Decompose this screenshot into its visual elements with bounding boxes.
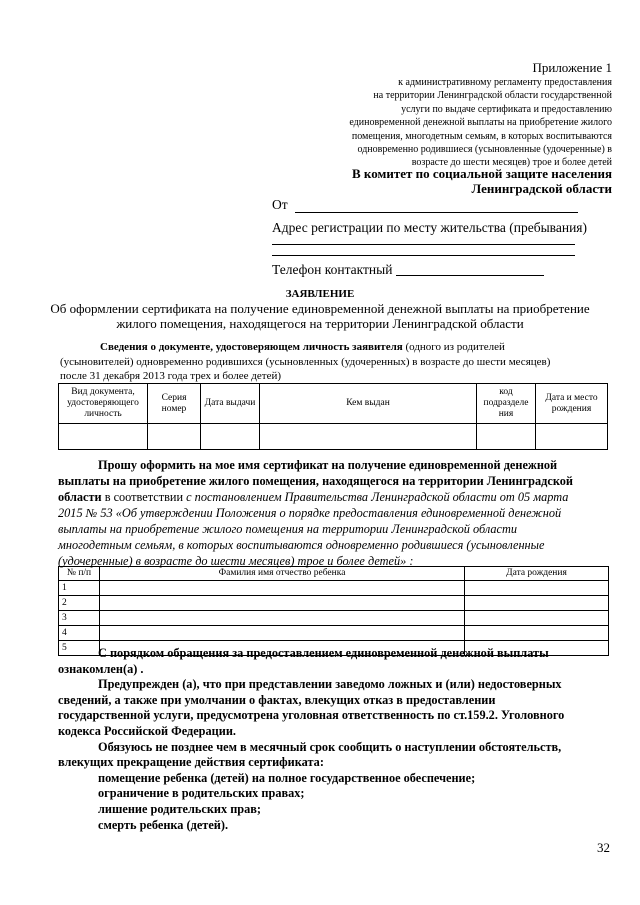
request-in-accordance: в соответствии: [101, 490, 187, 504]
table-row: [59, 596, 609, 611]
statement-2-line-3: государственной услуги, предусмотрена уголовная ответственность по ст.159.2. Уголовного: [58, 708, 565, 723]
addressee-line-1: В комитет по социальной защите населения: [352, 166, 612, 181]
row-number: 4: [59, 626, 100, 641]
appendix-line: помещения, многодетным семьям, в которых воспитываются: [351, 130, 612, 142]
request-resolution-ref: с постановлением Правительства Ленинградской области от 05 марта: [186, 490, 569, 504]
header-division-code: код подразделе ния: [477, 384, 536, 424]
statement-3-line-2: влекущих прекращение действия сертификата:: [58, 755, 324, 770]
request-paragraph: [58, 457, 611, 569]
table-row: [59, 581, 609, 596]
cell-issue-date[interactable]: [201, 424, 260, 450]
appendix-title: Приложение 1: [532, 60, 612, 75]
request-line-6: многодетным семьям, в которых воспитываются одновременно родившиеся (усыновленные: [58, 538, 545, 552]
request-line-7: (удочеренные) в возрасте до шести месяцев) трое и более детей» :: [58, 554, 414, 568]
header-number: № п/п: [59, 567, 100, 581]
address-field-line-2[interactable]: [272, 255, 575, 256]
appendix-text: [282, 76, 612, 170]
list-item: смерть ребенка (детей).: [98, 817, 229, 832]
table-row: [59, 424, 608, 450]
statement-3-line-1: Обязуюсь не позднее чем в месячный срок сообщить о наступлении обстоятельств,: [98, 739, 562, 754]
request-line-4: 2015 № 53 «Об утверждении Положения о порядке предоставления единовременной денежной: [58, 506, 562, 520]
header-birth-date-place: Дата и место рождения: [536, 384, 608, 424]
address-field-line-1[interactable]: [272, 244, 575, 245]
statement-2-line-1: Предупрежден (а), что при представлении заведомо ложных и (или) недостоверных: [98, 677, 562, 692]
header-doc-type: Вид документа, удостоверяющего личность: [59, 384, 148, 424]
document-title: ЗАЯВЛЕНИЕ: [285, 288, 355, 300]
statements-block: [58, 646, 613, 833]
cell-child-birth-date[interactable]: [465, 611, 609, 626]
row-number: 2: [59, 596, 100, 611]
cell-issued-by[interactable]: [260, 424, 477, 450]
request-bold-area: области: [58, 490, 102, 504]
from-field[interactable]: [295, 212, 578, 213]
phone-field[interactable]: [396, 275, 544, 276]
doc-info-paragraph: [60, 340, 615, 384]
cell-child-name[interactable]: [100, 626, 465, 641]
statement-2-line-2: сведений, а также при умолчании о фактах, влекущих отказ в предоставлении: [58, 692, 496, 707]
cell-series[interactable]: [148, 424, 201, 450]
addressee-line-2: Ленинградской области: [471, 181, 612, 196]
list-item: помещение ребенка (детей) на полное государственное обеспечение;: [98, 770, 476, 785]
document-subtitle-line-2: жилого помещения, находящегося на территории Ленинградской области: [116, 316, 524, 331]
statement-2-line-4: кодекса Российской Федерации.: [58, 723, 236, 738]
statement-1-line-2: ознакомлен(а) .: [58, 661, 144, 676]
identity-document-table: [58, 383, 608, 450]
children-table: [58, 566, 609, 656]
doc-info-bold: Сведения о документе, удостоверяющем личность заявителя: [100, 341, 403, 353]
cell-child-birth-date[interactable]: [465, 581, 609, 596]
doc-info-line-3: после 31 декабря 2013 года трех и более детей): [60, 370, 281, 382]
table-row: [59, 626, 609, 641]
phone-label: Телефон контактный: [272, 262, 393, 277]
row-number: 5: [59, 641, 100, 656]
request-line-5: выплаты на приобретение жилого помещения на территории Ленинградской области: [58, 522, 517, 536]
cell-child-name[interactable]: [100, 581, 465, 596]
cell-child-name[interactable]: [100, 596, 465, 611]
address-label: Адрес регистрации по месту жительства (пребывания): [272, 220, 588, 235]
table-header-row: [59, 384, 608, 424]
header-child-birth-date: Дата рождения: [465, 567, 609, 581]
header-issued-by: Кем выдан: [260, 384, 477, 424]
page-number: 32: [597, 840, 610, 855]
header-child-name: Фамилия имя отчество ребенка: [100, 567, 465, 581]
document-subtitle-line-1: Об оформлении сертификата на получение единовременной денежной выплаты на приобретение: [50, 301, 590, 316]
cell-child-birth-date[interactable]: [465, 626, 609, 641]
cell-child-name[interactable]: [100, 611, 465, 626]
row-number: 3: [59, 611, 100, 626]
header-issue-date: Дата выдачи: [201, 384, 260, 424]
appendix-line: на территории Ленинградской области государственной: [373, 90, 612, 102]
list-item: лишение родительских прав;: [98, 801, 262, 816]
appendix-line: возрасте до шести месяцев) трое и более детей: [411, 157, 612, 169]
cell-division-code[interactable]: [477, 424, 536, 450]
cell-child-birth-date[interactable]: [465, 596, 609, 611]
header-series: Серия номер: [148, 384, 201, 424]
cell-doc-type[interactable]: [59, 424, 148, 450]
list-item: ограничение в родительских правах;: [98, 786, 305, 801]
table-row: [59, 611, 609, 626]
request-line-2: выплаты на приобретение жилого помещения, находящегося на территории Ленинградской: [58, 474, 573, 488]
row-number: 1: [59, 581, 100, 596]
doc-info-rest: (одного из родителей: [402, 341, 505, 353]
appendix-line: к административному регламенту предоставления: [398, 77, 612, 88]
appendix-line: одновременно родившиеся (усыновленные (удочеренные) в: [357, 144, 612, 156]
statement-1-line-1: С порядком обращения за предоставлением единовременной денежной выплаты: [98, 646, 549, 660]
children-table-header: [59, 567, 609, 581]
from-label: От: [272, 197, 288, 212]
cell-birth-date-place[interactable]: [536, 424, 608, 450]
request-line-1: Прошу оформить на мое имя сертификат на получение единовременной денежной: [98, 458, 558, 472]
appendix-line: единовременной денежной выплаты на приобретение жилого: [349, 117, 612, 129]
doc-info-line-2: (усыновителей) одновременно родившихся (усыновленных (удочеренных) в возрасте до шести месяцев): [60, 355, 551, 368]
appendix-line: услуги по выдаче сертификата и предоставлению: [401, 103, 612, 115]
